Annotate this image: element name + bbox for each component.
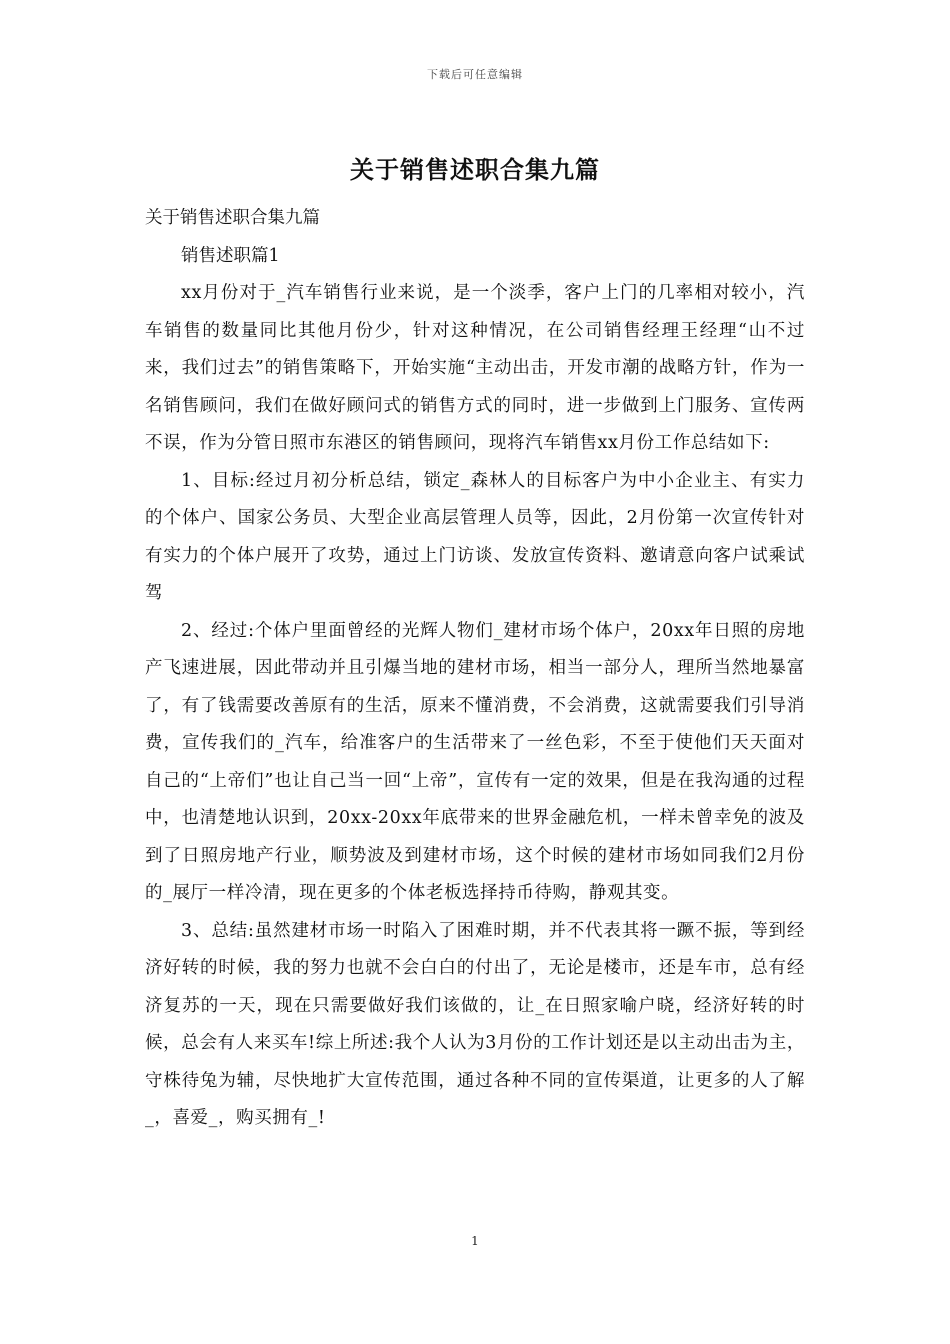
document-body [145, 200, 805, 1138]
document-title: 关于销售述职合集九篇 [350, 155, 600, 184]
section-heading: 销售述职篇1 [181, 245, 280, 266]
paragraph-intro: xx月份对于_汽车销售行业来说，是一个淡季，客户上门的几率相对较小，汽车销售的数量同比其他月份少，针对这种情况，在公司销售经理王经理“山不过来，我们过去”的销售策略下，开始实施“主动出击，开发市潮的战略方针，作为一名销售顾问，我们在做好顾问式的销售方式的同时，进一步做到上门服务、宣传两不误，作为分管日照市东港区的销售顾问，现将汽车销售xx月份工作总结如下: [145, 283, 805, 453]
subtitle-line: 关于销售述职合集九篇 [145, 208, 320, 228]
paragraph-goal: 1、目标:经过月初分析总结，锁定_森林人的目标客户为中小企业主、有实力的个体户、国家公务员、大型企业高层管理人员等，因此，2月份第一次宣传针对有实力的个体户展开了攻势，通过上门访谈、发放宣传资料、邀请意向客户试乘试驾 [145, 470, 805, 603]
page-number: 1 [471, 1234, 479, 1248]
paragraph-summary: 3、总结:虽然建材市场一时陷入了困难时期，并不代表其将一蹶不振，等到经济好转的时候，我的努力也就不会白白的付出了，无论是楼市，还是车市，总有经济复苏的一天，现在只需要做好我们该做的，让_在日照家喻户晓，经济好转的时候，总会有人来买车!综上所述:我个人认为3月份的工作计划还是以主动出击为主，守株待兔为辅，尽快地扩大宣传范围，通过各种不同的宣传渠道，让更多的人了解_，喜爱_，购买拥有_! [145, 920, 805, 1128]
header-note: 下载后可任意编辑 [427, 68, 523, 81]
paragraph-process: 2、经过:个体户里面曾经的光辉人物们_建材市场个体户，20xx年日照的房地产飞速进展，因此带动并且引爆当地的建材市场，相当一部分人，理所当然地暴富了，有了钱需要改善原有的生活，原来不懂消费，不会消费，这就需要我们引导消费，宣传我们的_汽车，给准客户的生活带来了一丝色彩，不至于使他们天天面对自己的“上帝们”也让自己当一回“上帝”，宣传有一定的效果，但是在我沟通的过程中，也清楚地认识到，20xx-20xx年底带来的世界金融危机，一样未曾幸免的波及到了日照房地产行业，顺势波及到建材市场，这个时候的建材市场如同我们2月份的_展厅一样冷清，现在更多的个体老板选择持币待购，静观其变。 [145, 620, 805, 903]
